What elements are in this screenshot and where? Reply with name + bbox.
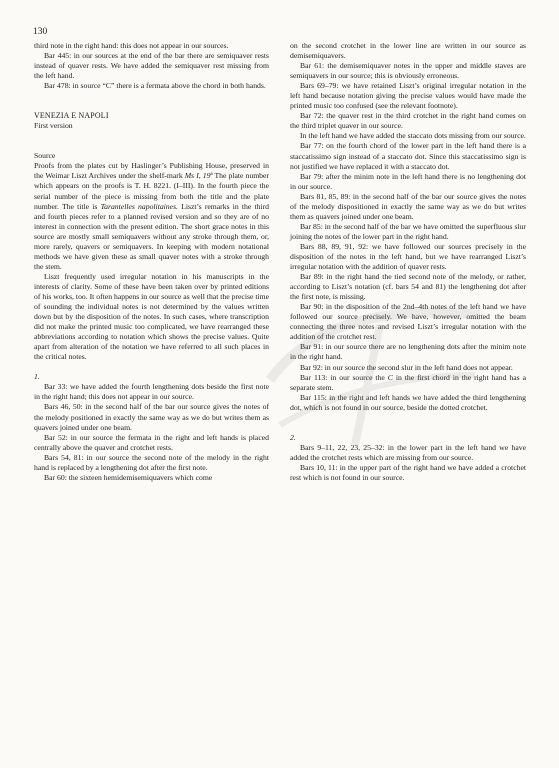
note-bar-61: Bar 61: the demisemiquaver notes in the upper and middle staves are semiquavers in our source; this is obviously erroneous. [290, 61, 526, 81]
piece-number: 2. [290, 432, 296, 442]
note-text: Bar 113: in our source the [300, 372, 388, 382]
note-bar-478: Bar 478: in source “C” there is a fermata above the chord in both hands. [44, 81, 266, 91]
note-bar-85: Bar 85: in the second half of the bar we have omitted the superfluous slur joining the notes of the lower part in the right hand. [290, 221, 526, 241]
note-bars-9-32: Bars 9–11, 22, 23, 25–32: in the lower part in the left hand we have added the crotchet rests which are missing from our source. [290, 442, 526, 462]
note-bars-81-85-89: Bars 81, 85, 89: in the second half of the bar our source gives the notes of the melody dispositioned in exactly the same way as we do but writes them as quavers joined under one beam. [290, 191, 526, 221]
source-paragraph [34, 161, 269, 272]
note-bar-79: Bar 79: after the minim note in the left hand there is no lengthening dot in our source. [290, 171, 526, 191]
page-number: 130 [33, 27, 48, 37]
paragraph: on the second crotchet in the lower line are written in our source as demisemiquavers. [290, 41, 526, 61]
shelf-mark: Ms I, 19 [184, 171, 211, 181]
note-bar-89: Bar 89: in the right hand the tied second note of the melody, or rather, according to Liszt’s notation (cf. bars 54 and 81) the lengthening dot after the first note, is missing. [290, 272, 526, 302]
note-bar-77: Bar 77: on the fourth chord of the lower part in the left hand there is a staccatissimo sign instead of a staccato dot. Since this staccatissimo sign is not justified we have replaced it with a staccato dot. [290, 141, 526, 171]
note-bars-10-11: Bars 10, 11: in the upper part of the right hand we have added a crotchet rest which is not found in our source. [290, 462, 526, 482]
piece-number: 1. [34, 372, 40, 382]
note-bar-92: Bar 92: in our source the second slur in the left hand does not appear. [300, 362, 513, 372]
source-text: ª The plate number which appears on the proofs is T. H. 8221. (I–III). In the fourth piece the serial number of the piece is missing from both the title and the plate number. The title is [34, 171, 269, 211]
right-column [290, 41, 526, 483]
note-text: in the first chord in the right hand has a separate stem. [290, 372, 526, 392]
note-bar-52: Bar 52: in our source the fermata in the right and left hands is placed centrally above the quaver and crotchet rests. [34, 432, 269, 452]
section-subtitle: First version [34, 121, 73, 131]
note-bar-72: Bar 72: the quaver rest in the third crotchet in the right hand comes on the third triplet quaver in our source. [290, 111, 526, 131]
note-bar-90: Bar 90: in the disposition of the 2nd–4th notes of the left hand we have followed our source precisely. We have, however, omitted the beam connecting the three notes and revised Liszt’s irregular notation with the addition of the crotchet rest. [290, 302, 526, 342]
note-bar-115: Bar 115: in the right and left hands we have added the third lengthening dot, which is not found in our source, beside the dotted crotchet. [290, 392, 526, 412]
section-title: VENEZIA E NAPOLI [34, 111, 109, 121]
piece-title: Tarantelles napolitaines. [100, 201, 178, 211]
note-bars-88-92: Bars 88, 89, 91, 92: we have followed our sources precisely in the disposition of the notes in the left hand, but we have rearranged Liszt’s irregular notation with the addition of quaver rests. [290, 241, 526, 272]
notation-paragraph: Liszt frequently used irregular notation in his manuscripts in the interests of clarity. Some of these have been taken over by printed editions of his works, too. It often happens in our source as well that the precise time of sounding the individual notes is not determined by the values written down but by the disposition of the notes. In such cases, where transcription did not make the printed music too complicated, we have rearranged these abbreviations according to notation which shows the precise values. Quite apart from alteration of the notation we have referred to all such places in the critical notes. [34, 271, 269, 362]
note-bar-113 [290, 373, 526, 393]
note-bar-445: Bar 445: in our sources at the end of the bar there are semiquaver rests instead of quaver rests. We have added the semiquaver rest missing from the left hand. [34, 51, 269, 81]
note-bar-72-left-hand: In the left hand we have added the staccato dots missing from our source. [300, 131, 526, 141]
paragraph: third note in the right hand: this does not appear in our sources. [34, 41, 229, 50]
note-bar-91: Bar 91: in our source there are no lengthening dots after the minim note in the right hand. [290, 342, 526, 362]
source-text: Proofs from the plates cut by Haslinger’s Publishing House, preserved in the Weimar Liszt Archives under the shelf-mark [34, 161, 269, 181]
left-column [34, 41, 269, 483]
source-text: Liszt’s remarks in the third and fourth pieces refer to a planned revised version and so they are of no interest in connection with the present edition. The short grace notes in this source are mostly small semiquavers without any stroke through them, or, more rarely, quavers or semiquavers. In keeping with modern notational methods we have given these as small quaver notes with a stroke through the stem. [34, 201, 269, 271]
note-bars-46-50: Bars 46, 50: in the second half of the bar our source gives the notes of the melody positioned in exactly the same way as we do but writes them as quavers joined under one beam. [34, 402, 269, 432]
note-bar-60: Bar 60: the sixteen hemidemisemiquavers which come [44, 472, 213, 482]
note-bar-33: Bar 33: we have added the fourth lengthening dots beside the first note in the right hand; this does not appear in our source. [34, 382, 269, 402]
note-bars-69-79: Bars 69–79: we have retained Liszt’s original irregular notation in the left hand because notation giving the precise values would have made the printed music too confused (see the relevant footnote). [290, 81, 526, 111]
note-bars-54-81: Bars 54, 81: in our source the second note of the melody in the right hand is replaced by a lengthening dot after the first note. [34, 452, 269, 472]
source-heading: Source [34, 151, 56, 161]
note-letter: C [387, 372, 393, 382]
